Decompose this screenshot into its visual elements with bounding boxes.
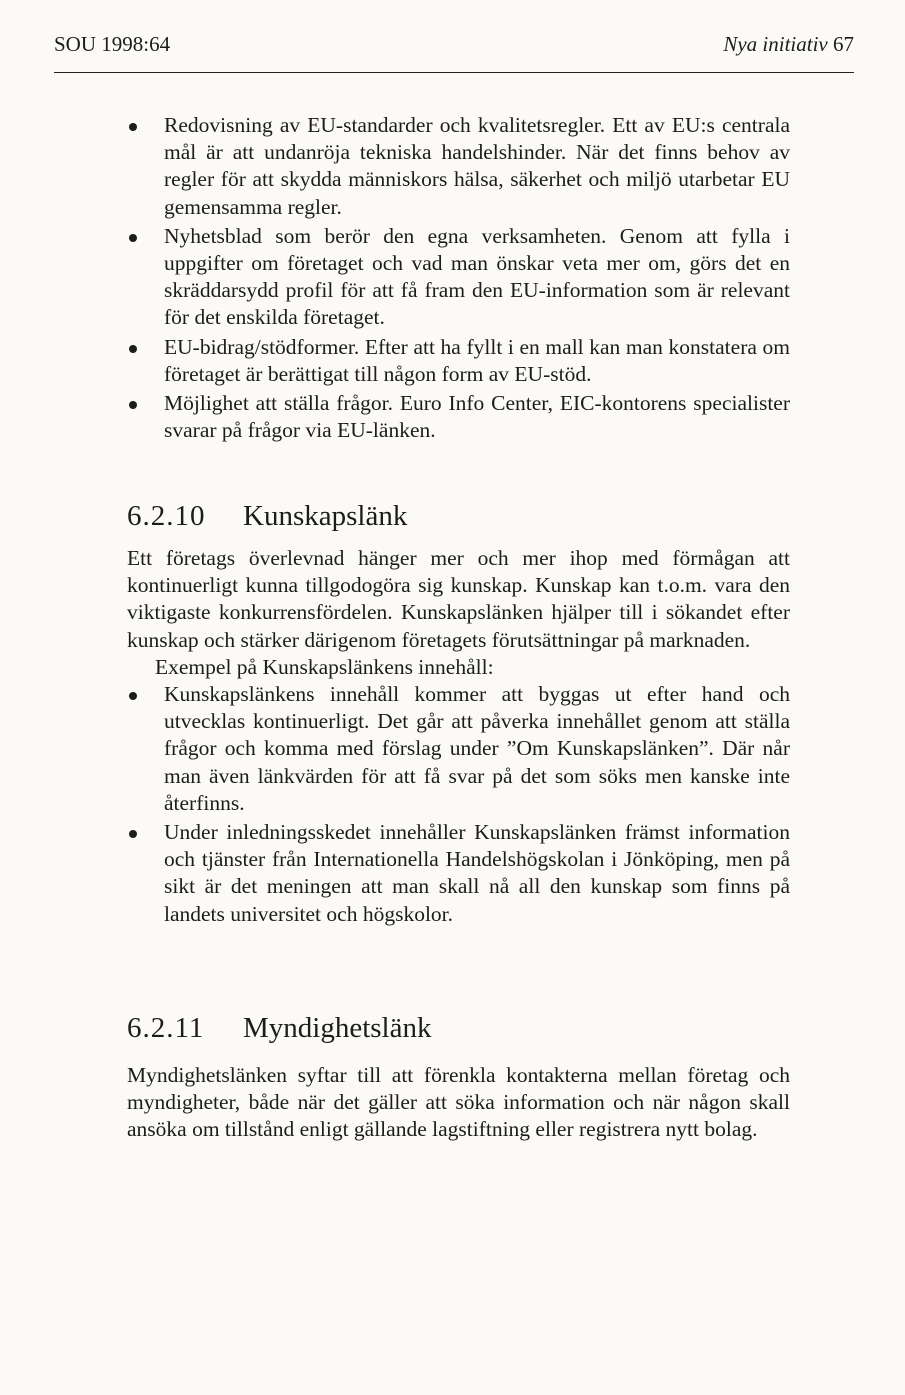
bullet-icon: [129, 234, 137, 242]
bullet-icon: [129, 830, 137, 838]
list-item: Redovisning av EU-standarder och kvalitetsregler. Ett av EU:s centrala mål är att undanröja tekniska handelshinder. När det finns behov av regler för att skydda människors hälsa, säkerhet och miljö utarbetar EU gemensamma regler.: [127, 112, 790, 221]
header-chapter-page: [723, 32, 854, 57]
list-item: EU-bidrag/stödformer. Efter att ha fyllt i en mall kan man konstatera om företaget är berättigat till någon form av EU-stöd.: [127, 334, 790, 388]
list-intro: Exempel på Kunskapslänkens innehåll:: [155, 654, 494, 679]
header-page-number: 67: [833, 32, 854, 56]
header-rule: [54, 72, 854, 73]
paragraph: Myndighetslänken syftar till att förenkla kontakterna mellan företag och myndigheter, både när det gäller att söka information och när någon skall ansöka om tillstånd enligt gällande lagstiftning eller registrera nytt bolag.: [127, 1063, 790, 1142]
section-number: 6.2.11: [127, 1012, 205, 1044]
list-item: Kunskapslänkens innehåll kommer att byggas ut efter hand och utvecklas kontinuerligt. Det går att påverka innehållet genom att ställa frågor och komma med förslag under ”Om Kunskapslänken”. Där når man även länkvärden för att få svar på det som söks men kanske inte återfinns.: [127, 681, 790, 817]
bullet-icon: [129, 123, 137, 131]
bullet-icon: [129, 401, 137, 409]
header-chapter-title: Nya initiativ: [723, 32, 828, 56]
paragraph: Ett företags överlevnad hänger mer och mer ihop med förmågan att kontinuerligt kunna tillgodogöra sig kunskap. Kunskap kan t.o.m. vara den viktigaste konkurrensfördelen. Kunskapslänken hjälper till i sökandet efter kunskap och stärker därigenom företagets förutsättningar på marknaden.: [127, 546, 790, 652]
section-title: Myndighetslänk: [243, 1012, 432, 1044]
bullet-list-top: [127, 112, 790, 446]
section-body-myndighetslank: [127, 1062, 790, 1144]
section-number: 6.2.10: [127, 500, 206, 532]
list-item: Möjlighet att ställa frågor. Euro Info Center, EIC-kontorens specialister svarar på frågor via EU-länken.: [127, 390, 790, 444]
section-heading-kunskapslank: [127, 500, 407, 533]
page-header: [54, 32, 854, 62]
list-item: Under inledningsskedet innehåller Kunskapslänken främst information och tjänster från Internationella Handelshögskolan i Jönköping, men på sikt är det meningen att man skall nå all den kunskap som finns på landets universitet och högskolor.: [127, 819, 790, 928]
bullet-icon: [129, 345, 137, 353]
header-publication: SOU 1998:64: [54, 32, 171, 56]
section-heading-myndighetslank: [127, 1012, 432, 1045]
bullet-icon: [129, 692, 137, 700]
section-body-kunskapslank: [127, 545, 790, 930]
list-item: Nyhetsblad som berör den egna verksamheten. Genom att fylla i uppgifter om företaget och vad man önskar veta mer om, görs det en skräddarsydd profil för att få fram den EU-information som är relevant för det enskilda företaget.: [127, 223, 790, 332]
section-title: Kunskapslänk: [243, 500, 408, 532]
